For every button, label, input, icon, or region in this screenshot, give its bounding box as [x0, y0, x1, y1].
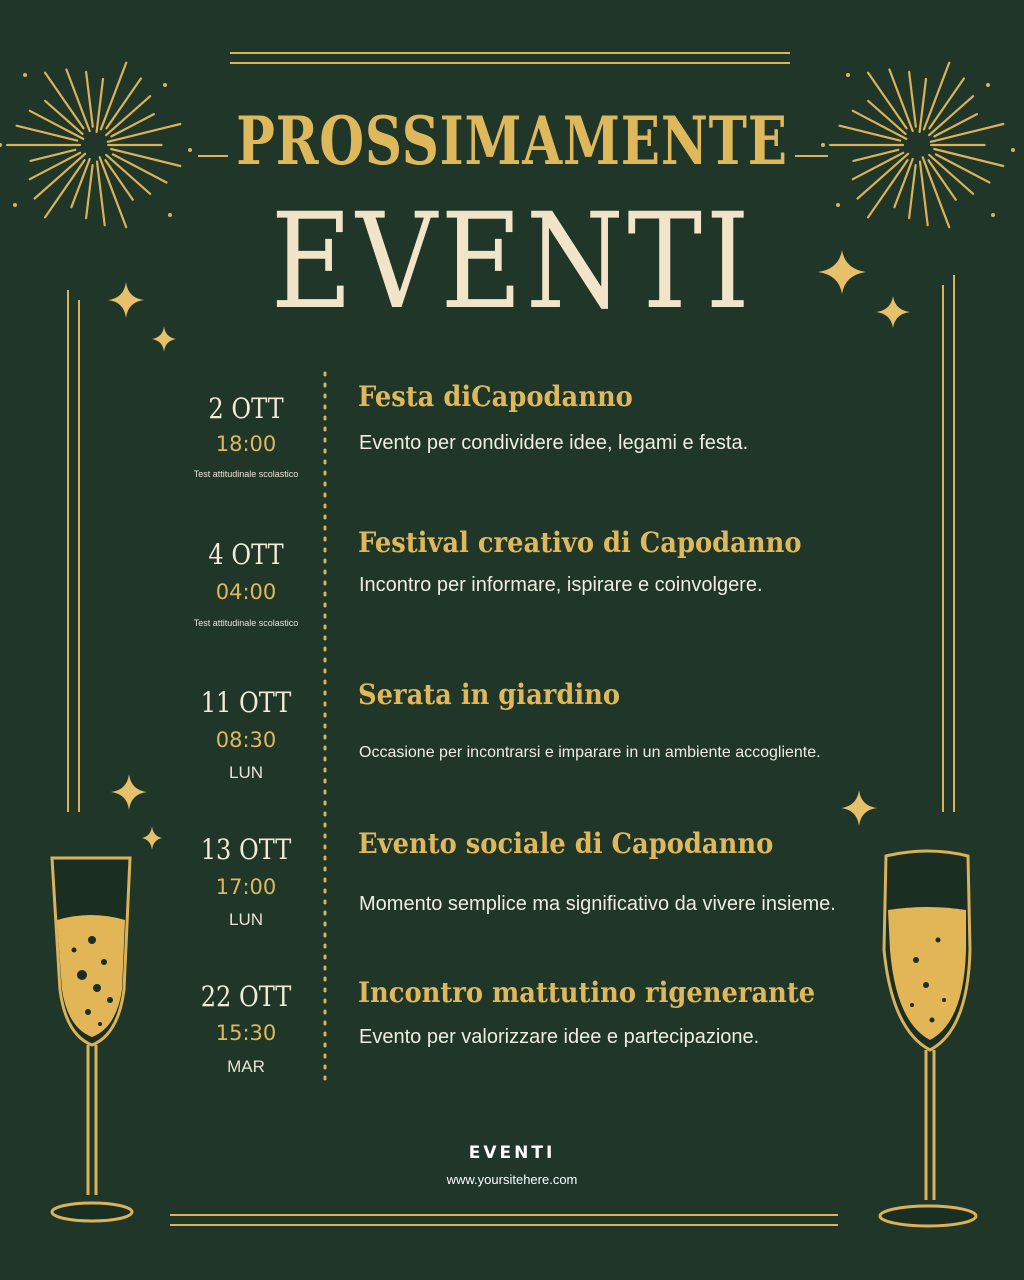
- event-day: LUN: [228, 910, 263, 929]
- event-description: Momento semplice ma significativo da vivere insieme.: [359, 893, 836, 915]
- page-title: EVENTI: [270, 185, 754, 339]
- event-date: 4 OTT: [208, 538, 284, 571]
- event-day: MAR: [227, 1057, 265, 1076]
- event-title: Incontro mattutino rigenerante: [358, 976, 816, 1009]
- champagne-glass-right-icon: [880, 851, 976, 1226]
- event-time: 08:30: [215, 728, 277, 752]
- event-date: 22 OTT: [200, 980, 292, 1013]
- footer-brand: EVENTI: [468, 1143, 556, 1163]
- event-time: 18:00: [215, 432, 277, 456]
- event-date: 13 OTT: [200, 833, 292, 866]
- event-description: Evento per valorizzare idee e partecipazione.: [359, 1026, 760, 1048]
- event-description: Evento per condividere idee, legami e festa.: [359, 432, 749, 454]
- footer-website[interactable]: www.yoursitehere.com: [446, 1172, 578, 1187]
- event-time: 15:30: [215, 1021, 277, 1045]
- event-time: 17:00: [215, 875, 277, 899]
- event-title: Serata in giardino: [358, 678, 621, 711]
- champagne-glass-left-icon: [52, 858, 132, 1221]
- event-title: Festa diCapodanno: [358, 380, 633, 413]
- event-description: Occasione per incontrarsi e imparare in un ambiente accogliente.: [359, 744, 821, 761]
- event-day: LUN: [228, 763, 263, 782]
- event-date: 11 OTT: [200, 686, 292, 719]
- event-title: Festival creativo di Capodanno: [358, 526, 802, 559]
- event-title: Evento sociale di Capodanno: [358, 827, 774, 860]
- event-note: Test attitudinale scolastico: [193, 618, 299, 628]
- event-description: Incontro per informare, ispirare e coinvolgere.: [359, 574, 763, 596]
- page-subtitle: PROSSIMAMENTE: [236, 102, 788, 180]
- event-date: 2 OTT: [208, 392, 284, 425]
- event-time: 04:00: [215, 580, 277, 604]
- event-note: Test attitudinale scolastico: [193, 469, 299, 479]
